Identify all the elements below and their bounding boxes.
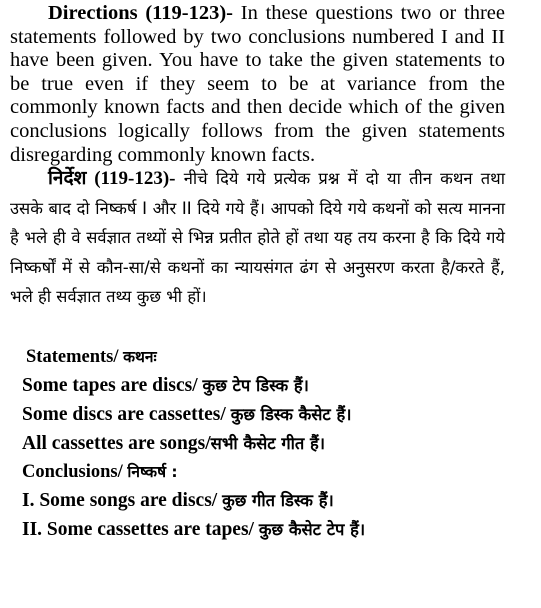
statements-label-hi: कथनः bbox=[123, 348, 157, 366]
conclusion-2 bbox=[22, 515, 522, 544]
conclusion-1 bbox=[22, 486, 522, 515]
statement-3 bbox=[22, 429, 522, 458]
directions-hindi-heading: निर्देश (119-123)- bbox=[48, 168, 176, 189]
directions-english-body: In these questions two or three statements followed by two conclusions numbered I and II have been given. You have to take the given statements to be true even if they seem to be at variance from the commonly known facts and then decide which of the given conclusions logically follows from the given statements disregarding commonly known facts. bbox=[10, 2, 505, 166]
directions-english bbox=[10, 2, 505, 167]
statement-2 bbox=[22, 400, 522, 429]
statement-3-en: All cassettes are songs/ bbox=[22, 433, 211, 455]
directions-english-heading: Directions (119-123)- bbox=[48, 2, 234, 24]
directions-hindi bbox=[10, 164, 505, 312]
conclusion-1-en: I. Some songs are discs/ bbox=[22, 489, 223, 511]
statement-3-hi: सभी कैसेट गीत हैं। bbox=[210, 434, 326, 454]
statement-2-en: Some discs are cassettes/ bbox=[22, 404, 231, 426]
statement-1 bbox=[22, 371, 522, 400]
conclusions-label-en: Conclusions/ bbox=[22, 461, 128, 482]
statements-label-en: Statements/ bbox=[26, 347, 124, 367]
conclusions-label bbox=[22, 459, 522, 486]
statements-and-conclusions bbox=[22, 344, 522, 544]
statement-1-hi: कुछ टेप डिस्क हैं। bbox=[202, 376, 309, 395]
conclusion-2-hi: कुछ कैसेट टेप हैं। bbox=[258, 519, 366, 539]
conclusions-label-hi: निष्कर्ष : bbox=[127, 462, 178, 481]
statements-label bbox=[22, 344, 522, 371]
directions-hindi-body: नीचे दिये गये प्रत्येक प्रश्न में दो या तीन कथन तथा उसके बाद दो निष्कर्ष I और II दिये गये हैं। आपको दिये गये कथनों को सत्य मानना है भले ही वे सर्वज्ञात तथ्यों से भिन्न प्रतीत होते हों तथा यह तय करना है कि दिये गये निष्कर्षों में से कौन-सा/से कथनों का न्यायसंगत ढंग से अनुसरण करता है/करते हैं, भले ही सर्वज्ञात तथ्य कुछ भी हों। bbox=[10, 169, 505, 306]
statement-2-hi: कुछ डिस्क कैसेट हैं। bbox=[230, 405, 352, 425]
statement-1-en: Some tapes are discs/ bbox=[22, 375, 203, 396]
conclusion-1-hi: कुछ गीत डिस्क हैं। bbox=[222, 490, 334, 510]
conclusion-2-en: II. Some cassettes are tapes/ bbox=[22, 518, 259, 540]
